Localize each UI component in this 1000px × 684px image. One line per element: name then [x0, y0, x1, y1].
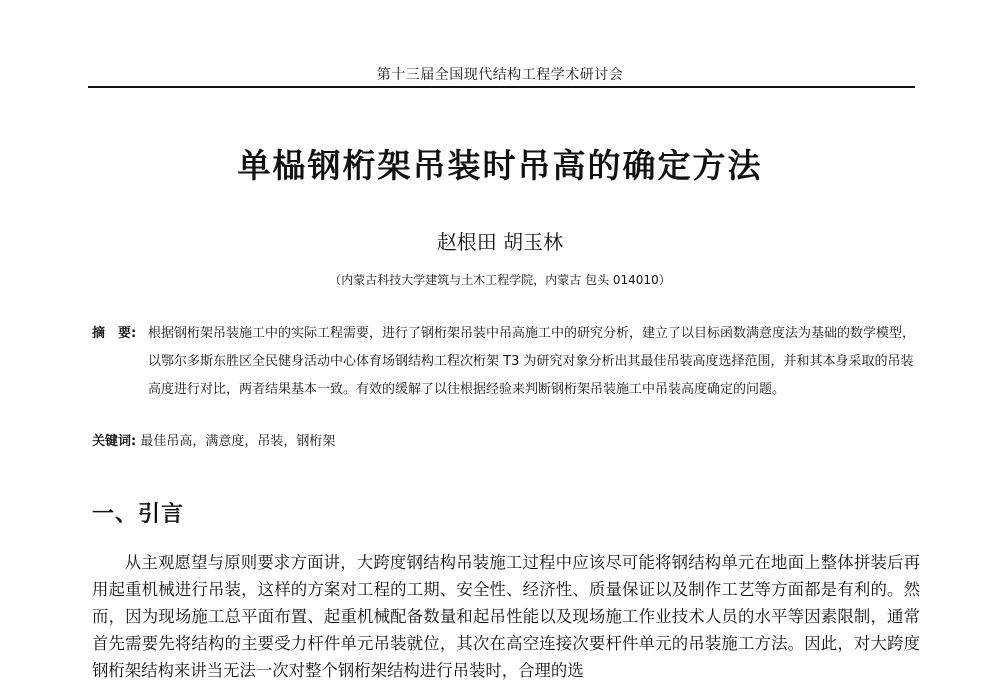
section-heading: 一、引言 — [92, 502, 185, 527]
affiliation: （内蒙古科技大学建筑与土木工程学院，内蒙古 包头 014010） — [329, 273, 671, 287]
keywords-label: 关键词: — [92, 434, 137, 449]
abstract-text: 根据钢桁架吊装施工中的实际工程需要，进行了钢桁架吊装中吊高施工中的研究分析，建立了以目标函数满意度法为基础的数学模型，以鄂尔多斯东胜区全民健身活动中心体育场钢结构工程次桁架 T3 为研究对象分析出其最佳吊装高度选择范围，并和其本身采取的吊装高度进行对比，两者结果基本一致。有效的缓解了以往根据经验来判断钢桁架吊装施工中吊装高度确定的问题。 — [148, 326, 916, 397]
body-paragraph: 从主观愿望与原则要求方面讲，大跨度钢结构吊装施工过程中应该尽可能将钢结构单元在地面上整体拼装后再用起重机械进行吊装，这样的方案对工程的工期、安全性、经济性、质量保证以及制作工艺等方面都是有利的。然而，因为现场施工总平面布置、起重机械配备数量和起吊性能以及现场施工作业技术人员的水平等因素限制，通常首先需要先将结构的主要受力杆件单元吊装就位，其次在高空连接次要杆件单元的吊装施工方法。因此，对大跨度钢桁架结构来讲当无法一次对整个钢桁架结构进行吊装时，合理的选 — [92, 553, 920, 680]
paper-title: 单榀钢桁架吊装时吊高的确定方法 — [237, 146, 763, 185]
running-head: 第十三届全国现代结构工程学术研讨会 — [376, 67, 624, 83]
abstract-row — [92, 320, 920, 404]
keywords-text: 最佳吊高，满意度，吊装，钢桁架 — [140, 434, 336, 449]
keywords — [92, 430, 920, 449]
abstract — [92, 320, 920, 404]
abstract-label: 摘 要: — [92, 326, 137, 341]
authors: 赵根田 胡玉林 — [436, 230, 564, 254]
header-rule — [88, 86, 915, 88]
